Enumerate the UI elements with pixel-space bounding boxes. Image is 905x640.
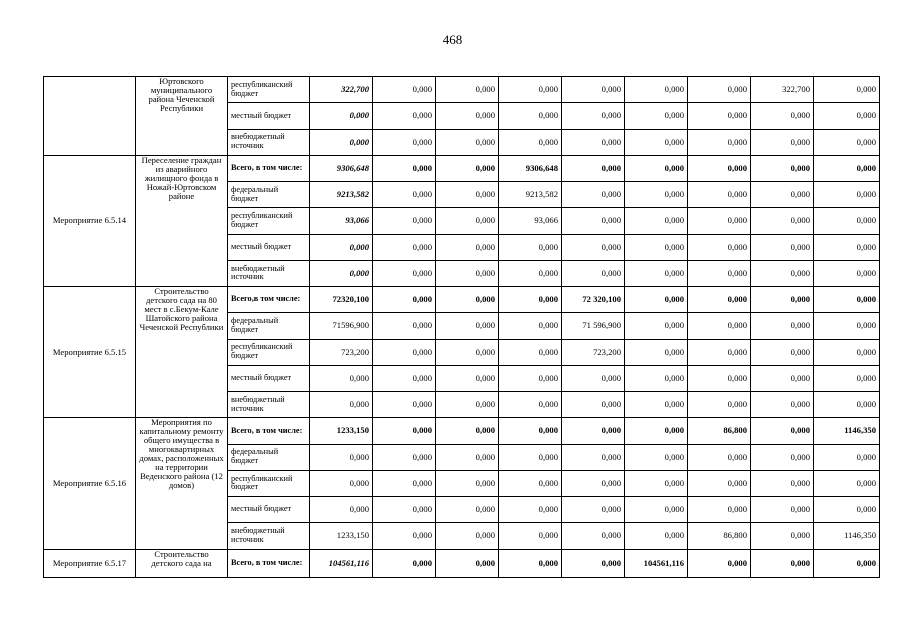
value-cell: 0,000 <box>625 260 688 286</box>
value-cell: 0,000 <box>751 497 814 523</box>
funding-source-cell: Всего, в том числе: <box>228 155 310 181</box>
value-cell: 0,000 <box>499 418 562 444</box>
value-cell: 0,000 <box>310 260 373 286</box>
value-cell: 0,000 <box>625 234 688 260</box>
value-cell: 0,000 <box>625 365 688 391</box>
value-cell: 0,000 <box>688 313 751 339</box>
value-cell: 0,000 <box>373 182 436 208</box>
funding-source-cell: Всего, в том числе: <box>228 418 310 444</box>
value-cell: 0,000 <box>814 470 880 496</box>
value-cell: 0,000 <box>562 103 625 129</box>
value-cell: 0,000 <box>814 339 880 365</box>
value-cell: 9213,582 <box>310 182 373 208</box>
value-cell: 0,000 <box>373 208 436 234</box>
value-cell: 71596,900 <box>310 313 373 339</box>
value-cell: 0,000 <box>751 313 814 339</box>
funding-source-cell: местный бюджет <box>228 365 310 391</box>
value-cell: 0,000 <box>751 103 814 129</box>
value-cell: 0,000 <box>310 129 373 155</box>
funding-source-cell: Всего, в том числе: <box>228 549 310 578</box>
value-cell: 0,000 <box>814 182 880 208</box>
value-cell: 0,000 <box>373 313 436 339</box>
value-cell: 93,066 <box>499 208 562 234</box>
value-cell: 0,000 <box>751 444 814 470</box>
funding-source-cell: федеральный бюджет <box>228 182 310 208</box>
value-cell: 0,000 <box>814 103 880 129</box>
event-cell: Мероприятие 6.5.17 <box>44 549 136 578</box>
value-cell: 0,000 <box>499 313 562 339</box>
funding-source-cell: федеральный бюджет <box>228 444 310 470</box>
value-cell: 0,000 <box>373 470 436 496</box>
event-cell: Мероприятие 6.5.16 <box>44 418 136 549</box>
funding-source-cell: республиканский бюджет <box>228 77 310 103</box>
value-cell: 86,800 <box>688 523 751 549</box>
value-cell: 0,000 <box>373 260 436 286</box>
value-cell: 0,000 <box>814 497 880 523</box>
event-cell <box>44 77 136 156</box>
value-cell: 0,000 <box>373 392 436 418</box>
value-cell: 0,000 <box>562 523 625 549</box>
value-cell: 0,000 <box>436 77 499 103</box>
value-cell: 0,000 <box>562 208 625 234</box>
value-cell: 104561,116 <box>625 549 688 578</box>
event-name-cell: Переселение граждан из аварийного жилищного фонда в Ножай-Юртовском районе <box>136 155 228 286</box>
value-cell: 0,000 <box>373 155 436 181</box>
value-cell: 0,000 <box>373 497 436 523</box>
value-cell: 0,000 <box>625 313 688 339</box>
value-cell: 0,000 <box>310 470 373 496</box>
value-cell: 0,000 <box>688 549 751 578</box>
value-cell: 0,000 <box>751 234 814 260</box>
value-cell: 1233,150 <box>310 418 373 444</box>
value-cell: 0,000 <box>751 365 814 391</box>
table-row <box>44 77 880 103</box>
value-cell: 0,000 <box>751 129 814 155</box>
value-cell: 0,000 <box>625 523 688 549</box>
funding-source-cell: республиканский бюджет <box>228 339 310 365</box>
value-cell: 0,000 <box>499 523 562 549</box>
value-cell: 0,000 <box>688 208 751 234</box>
value-cell: 0,000 <box>373 339 436 365</box>
value-cell: 0,000 <box>436 549 499 578</box>
value-cell: 1146,350 <box>814 523 880 549</box>
value-cell: 0,000 <box>625 208 688 234</box>
value-cell: 0,000 <box>499 234 562 260</box>
value-cell: 0,000 <box>436 103 499 129</box>
value-cell: 0,000 <box>751 208 814 234</box>
value-cell: 0,000 <box>625 497 688 523</box>
value-cell: 0,000 <box>373 129 436 155</box>
value-cell: 0,000 <box>436 155 499 181</box>
value-cell: 0,000 <box>436 234 499 260</box>
value-cell: 0,000 <box>562 155 625 181</box>
value-cell: 0,000 <box>310 103 373 129</box>
value-cell: 9306,648 <box>310 155 373 181</box>
value-cell: 1146,350 <box>814 418 880 444</box>
value-cell: 0,000 <box>499 392 562 418</box>
value-cell: 0,000 <box>562 260 625 286</box>
value-cell: 322,700 <box>751 77 814 103</box>
value-cell: 0,000 <box>688 155 751 181</box>
page-number: 468 <box>442 32 463 47</box>
value-cell: 0,000 <box>499 549 562 578</box>
value-cell: 0,000 <box>814 129 880 155</box>
value-cell: 0,000 <box>436 444 499 470</box>
value-cell: 0,000 <box>499 129 562 155</box>
value-cell: 0,000 <box>688 470 751 496</box>
value-cell: 1233,150 <box>310 523 373 549</box>
value-cell: 0,000 <box>562 444 625 470</box>
value-cell: 72320,100 <box>310 287 373 313</box>
value-cell: 0,000 <box>688 497 751 523</box>
event-name-cell: Мероприятия по капитальному ремонту общего имущества в многоквартирных домах, расположенных на территории Веденского района (12 домов) <box>136 418 228 549</box>
value-cell: 0,000 <box>688 392 751 418</box>
funding-source-cell: федеральный бюджет <box>228 313 310 339</box>
value-cell: 0,000 <box>688 339 751 365</box>
event-cell: Мероприятие 6.5.14 <box>44 155 136 286</box>
funding-source-cell: внебюджетный источник <box>228 523 310 549</box>
value-cell: 0,000 <box>814 234 880 260</box>
value-cell: 0,000 <box>562 365 625 391</box>
value-cell: 0,000 <box>499 470 562 496</box>
value-cell: 0,000 <box>751 339 814 365</box>
value-cell: 0,000 <box>310 365 373 391</box>
value-cell: 0,000 <box>814 313 880 339</box>
table-row <box>44 155 880 181</box>
value-cell: 0,000 <box>688 365 751 391</box>
value-cell: 0,000 <box>373 234 436 260</box>
value-cell: 0,000 <box>373 77 436 103</box>
value-cell: 0,000 <box>814 287 880 313</box>
funding-source-cell: Всего,в том числе: <box>228 287 310 313</box>
value-cell: 0,000 <box>751 418 814 444</box>
value-cell: 0,000 <box>688 129 751 155</box>
event-name-cell: Строительство детского сада на <box>136 549 228 578</box>
value-cell: 0,000 <box>688 103 751 129</box>
value-cell: 0,000 <box>562 418 625 444</box>
value-cell: 0,000 <box>751 155 814 181</box>
value-cell: 0,000 <box>625 470 688 496</box>
value-cell: 0,000 <box>499 260 562 286</box>
value-cell: 0,000 <box>625 155 688 181</box>
value-cell: 0,000 <box>310 392 373 418</box>
funding-source-cell: республиканский бюджет <box>228 208 310 234</box>
value-cell: 0,000 <box>688 260 751 286</box>
value-cell: 0,000 <box>751 523 814 549</box>
value-cell: 0,000 <box>499 103 562 129</box>
value-cell: 0,000 <box>436 418 499 444</box>
value-cell: 0,000 <box>688 182 751 208</box>
value-cell: 0,000 <box>373 103 436 129</box>
value-cell: 0,000 <box>562 182 625 208</box>
value-cell: 0,000 <box>436 339 499 365</box>
event-cell: Мероприятие 6.5.15 <box>44 287 136 418</box>
table-body <box>44 77 880 578</box>
funding-source-cell: внебюджетный источник <box>228 392 310 418</box>
value-cell: 0,000 <box>814 444 880 470</box>
funding-source-cell: местный бюджет <box>228 497 310 523</box>
event-name-cell: Юртовского муниципального района Чеченской Республики <box>136 77 228 156</box>
value-cell: 0,000 <box>751 470 814 496</box>
value-cell: 0,000 <box>688 234 751 260</box>
value-cell: 723,200 <box>562 339 625 365</box>
value-cell: 0,000 <box>436 129 499 155</box>
value-cell: 0,000 <box>436 313 499 339</box>
value-cell: 0,000 <box>814 77 880 103</box>
value-cell: 93,066 <box>310 208 373 234</box>
value-cell: 0,000 <box>499 287 562 313</box>
value-cell: 0,000 <box>436 182 499 208</box>
value-cell: 0,000 <box>814 392 880 418</box>
value-cell: 0,000 <box>373 287 436 313</box>
value-cell: 0,000 <box>373 418 436 444</box>
budget-table <box>43 76 880 578</box>
value-cell: 0,000 <box>688 444 751 470</box>
value-cell: 0,000 <box>814 260 880 286</box>
value-cell: 0,000 <box>625 182 688 208</box>
table-row <box>44 549 880 578</box>
value-cell: 0,000 <box>499 497 562 523</box>
value-cell: 0,000 <box>751 260 814 286</box>
value-cell: 0,000 <box>562 549 625 578</box>
value-cell: 0,000 <box>373 549 436 578</box>
value-cell: 0,000 <box>751 549 814 578</box>
value-cell: 104561,116 <box>310 549 373 578</box>
value-cell: 71 596,900 <box>562 313 625 339</box>
value-cell: 9213,582 <box>499 182 562 208</box>
value-cell: 0,000 <box>436 365 499 391</box>
value-cell: 9306,648 <box>499 155 562 181</box>
value-cell: 0,000 <box>310 444 373 470</box>
value-cell: 0,000 <box>625 287 688 313</box>
funding-source-cell: республиканский бюджет <box>228 470 310 496</box>
value-cell: 0,000 <box>310 234 373 260</box>
value-cell: 0,000 <box>625 77 688 103</box>
value-cell: 0,000 <box>499 77 562 103</box>
value-cell: 0,000 <box>625 129 688 155</box>
value-cell: 0,000 <box>751 392 814 418</box>
value-cell: 0,000 <box>562 77 625 103</box>
funding-source-cell: местный бюджет <box>228 234 310 260</box>
value-cell: 0,000 <box>814 365 880 391</box>
value-cell: 72 320,100 <box>562 287 625 313</box>
funding-source-cell: местный бюджет <box>228 103 310 129</box>
value-cell: 0,000 <box>373 365 436 391</box>
value-cell: 0,000 <box>562 497 625 523</box>
event-name-cell: Строительство детского сада на 80 мест в с.Бекум-Кале Шатойского района Чеченской Республики <box>136 287 228 418</box>
value-cell: 0,000 <box>751 287 814 313</box>
funding-source-cell: внебюджетный источник <box>228 260 310 286</box>
value-cell: 0,000 <box>499 339 562 365</box>
value-cell: 0,000 <box>688 287 751 313</box>
value-cell: 0,000 <box>436 392 499 418</box>
value-cell: 0,000 <box>625 392 688 418</box>
table-row <box>44 418 880 444</box>
value-cell: 86,800 <box>688 418 751 444</box>
value-cell: 0,000 <box>562 129 625 155</box>
value-cell: 0,000 <box>373 444 436 470</box>
value-cell: 0,000 <box>688 77 751 103</box>
value-cell: 0,000 <box>562 234 625 260</box>
value-cell: 0,000 <box>814 208 880 234</box>
value-cell: 0,000 <box>562 392 625 418</box>
value-cell: 0,000 <box>814 155 880 181</box>
value-cell: 723,200 <box>310 339 373 365</box>
value-cell: 322,700 <box>310 77 373 103</box>
value-cell: 0,000 <box>310 497 373 523</box>
value-cell: 0,000 <box>625 103 688 129</box>
value-cell: 0,000 <box>499 365 562 391</box>
value-cell: 0,000 <box>436 497 499 523</box>
value-cell: 0,000 <box>625 339 688 365</box>
value-cell: 0,000 <box>436 260 499 286</box>
value-cell: 0,000 <box>436 523 499 549</box>
value-cell: 0,000 <box>499 444 562 470</box>
value-cell: 0,000 <box>625 418 688 444</box>
value-cell: 0,000 <box>625 444 688 470</box>
value-cell: 0,000 <box>814 549 880 578</box>
value-cell: 0,000 <box>373 523 436 549</box>
value-cell: 0,000 <box>751 182 814 208</box>
value-cell: 0,000 <box>562 470 625 496</box>
value-cell: 0,000 <box>436 208 499 234</box>
funding-source-cell: внебюджетный источник <box>228 129 310 155</box>
value-cell: 0,000 <box>436 470 499 496</box>
table-row <box>44 287 880 313</box>
value-cell: 0,000 <box>436 287 499 313</box>
